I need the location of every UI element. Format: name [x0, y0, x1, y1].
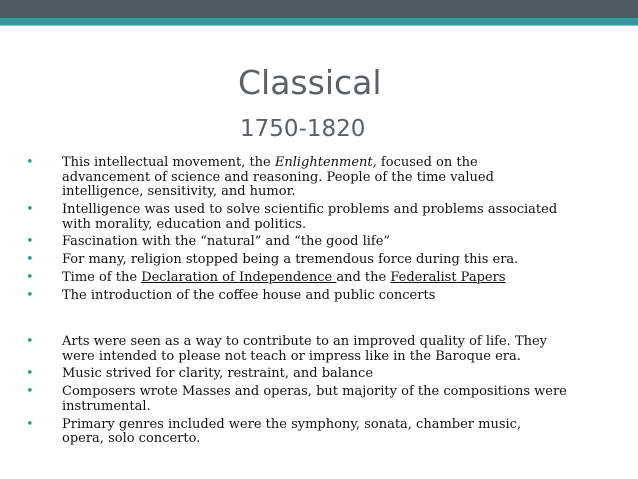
list-item [26, 235, 631, 250]
list-item [26, 271, 631, 286]
list-item-text: and the [336, 269, 391, 285]
list-item-text: were intended to please not teach or impress like in the Baroque era. [62, 348, 521, 364]
list-item [26, 156, 631, 200]
bullet-dot-icon: • [26, 252, 34, 268]
list-item [26, 289, 631, 304]
slide-title: Classical [238, 63, 382, 102]
list-item-text: Composers wrote Masses and operas, but majority of the compositions were [62, 384, 567, 400]
list-item [26, 253, 631, 268]
bullet-dot-icon: • [26, 366, 34, 382]
declaration-of-independence-link[interactable]: Declaration of Independence [141, 269, 337, 285]
bullet-list-arts [26, 335, 631, 450]
header-divider [0, 25, 638, 26]
list-item-text: Fascination with the “natural” and “the good life” [62, 234, 391, 250]
list-item-text: opera, solo concerto. [62, 431, 201, 447]
list-item-text: advancement of science and reasoning. People of the time valued [62, 169, 494, 185]
list-item-text: For many, religion stopped being a tremendous force during this era. [62, 252, 519, 268]
bullet-dot-icon: • [26, 334, 34, 349]
list-item-text: with morality, education and politics. [62, 216, 307, 232]
header-bar [0, 0, 638, 18]
list-item [26, 418, 631, 447]
list-item [26, 385, 631, 414]
list-item-text: This intellectual movement, the [62, 155, 275, 170]
enlightenment-term: Enlightenment, [274, 155, 377, 170]
list-item [26, 335, 631, 364]
list-item [26, 203, 631, 232]
bullet-dot-icon: • [26, 416, 34, 432]
bullet-list-context [26, 156, 631, 306]
list-item-text: focused on the [376, 155, 478, 170]
list-item [26, 367, 631, 382]
bullet-dot-icon: • [26, 269, 34, 285]
bullet-dot-icon: • [26, 287, 34, 303]
bullet-dot-icon: • [26, 155, 34, 170]
federalist-papers-link[interactable]: Federalist Papers [390, 269, 506, 285]
bullet-dot-icon: • [26, 234, 34, 250]
list-item-text: The introduction of the coffee house and public concerts [62, 287, 436, 303]
list-item-text: Intelligence was used to solve scientific problems and problems associated [62, 201, 558, 217]
list-item-text: intelligence, sensitivity, and humor. [62, 184, 296, 200]
list-item-text: Arts were seen as a way to contribute to an improved quality of life. They [62, 334, 548, 349]
bullet-dot-icon: • [26, 201, 34, 217]
list-item-text: Music strived for clarity, restraint, and balance [62, 366, 374, 382]
header-accent-stripe [0, 18, 638, 25]
slide-subtitle: 1750-1820 [240, 116, 366, 142]
list-item-text: instrumental. [62, 398, 151, 414]
list-item-text: Primary genres included were the symphony, sonata, chamber music, [62, 416, 522, 432]
bullet-dot-icon: • [26, 384, 34, 400]
list-item-text: Time of the [62, 269, 142, 285]
